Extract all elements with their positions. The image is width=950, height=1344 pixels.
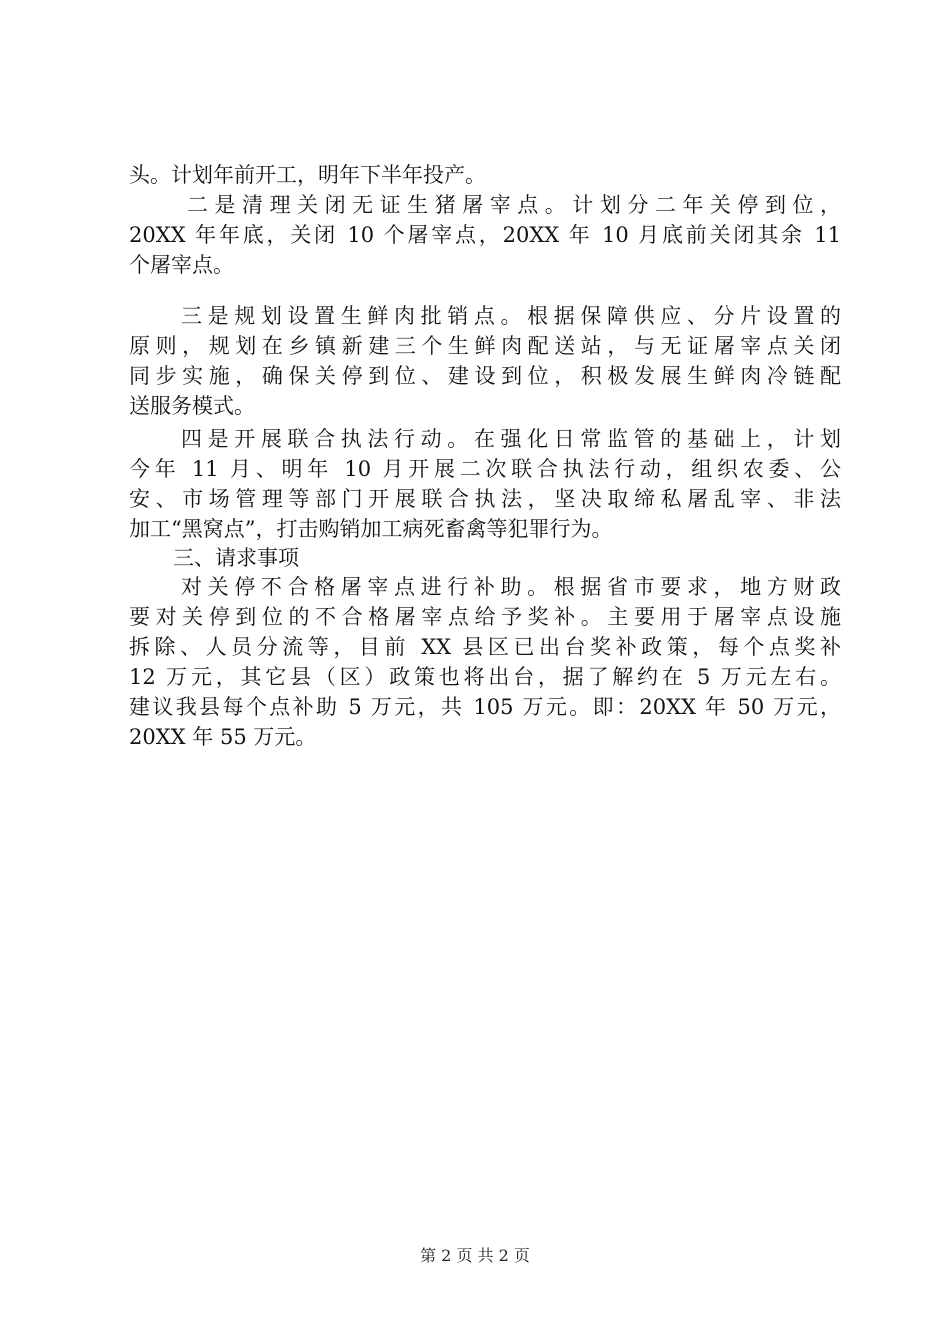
section-heading: 三、请求事项 (173, 546, 299, 570)
text-line: 安、市场管理等部门开展联合执法，坚决取缔私屠乱宰、非法 (129, 487, 841, 511)
text-line: 对关停不合格屠宰点进行补助。根据省市要求，地方财政 (181, 575, 841, 599)
text-line: 二是清理关闭无证生猪屠宰点。计划分二年关停到位， (187, 193, 841, 217)
text-line: 送服务模式。 (129, 394, 255, 418)
text-line: 加工“黑窝点”，打击购销加工病死畜禽等犯罪行为。 (129, 517, 613, 541)
text-line: 原则，规划在乡镇新建三个生鲜肉配送站，与无证屠宰点关闭 (129, 334, 841, 358)
text-line: 今年 11 月、明年 10 月开展二次联合执法行动，组织农委、公 (129, 457, 841, 481)
text-line: 要对关停到位的不合格屠宰点给予奖补。主要用于屠宰点设施 (129, 605, 841, 629)
text-line: 20XX 年 55 万元。 (129, 725, 317, 749)
text-line: 四是开展联合执法行动。在强化日常监管的基础上，计划 (181, 427, 841, 451)
text-line: 12 万元，其它县（区）政策也将出台，据了解约在 5 万元左右。 (129, 665, 841, 689)
text-line: 个屠宰点。 (129, 253, 234, 277)
text-line: 20XX 年年底，关闭 10 个屠宰点，20XX 年 10 月底前关闭其余 11 (129, 223, 841, 247)
text-line: 拆除、人员分流等，目前 XX 县区已出台奖补政策，每个点奖补 (129, 635, 841, 659)
text-line: 三是规划设置生鲜肉批销点。根据保障供应、分片设置的 (181, 304, 841, 328)
text-line: 同步实施，确保关停到位、建设到位，积极发展生鲜肉冷链配 (129, 364, 841, 388)
text-line: 头。计划年前开工，明年下半年投产。 (129, 163, 486, 187)
page-footer: 第 2 页 共 2 页 (420, 1246, 530, 1265)
text-line: 建议我县每个点补助 5 万元，共 105 万元。即：20XX 年 50 万元， (129, 695, 841, 719)
